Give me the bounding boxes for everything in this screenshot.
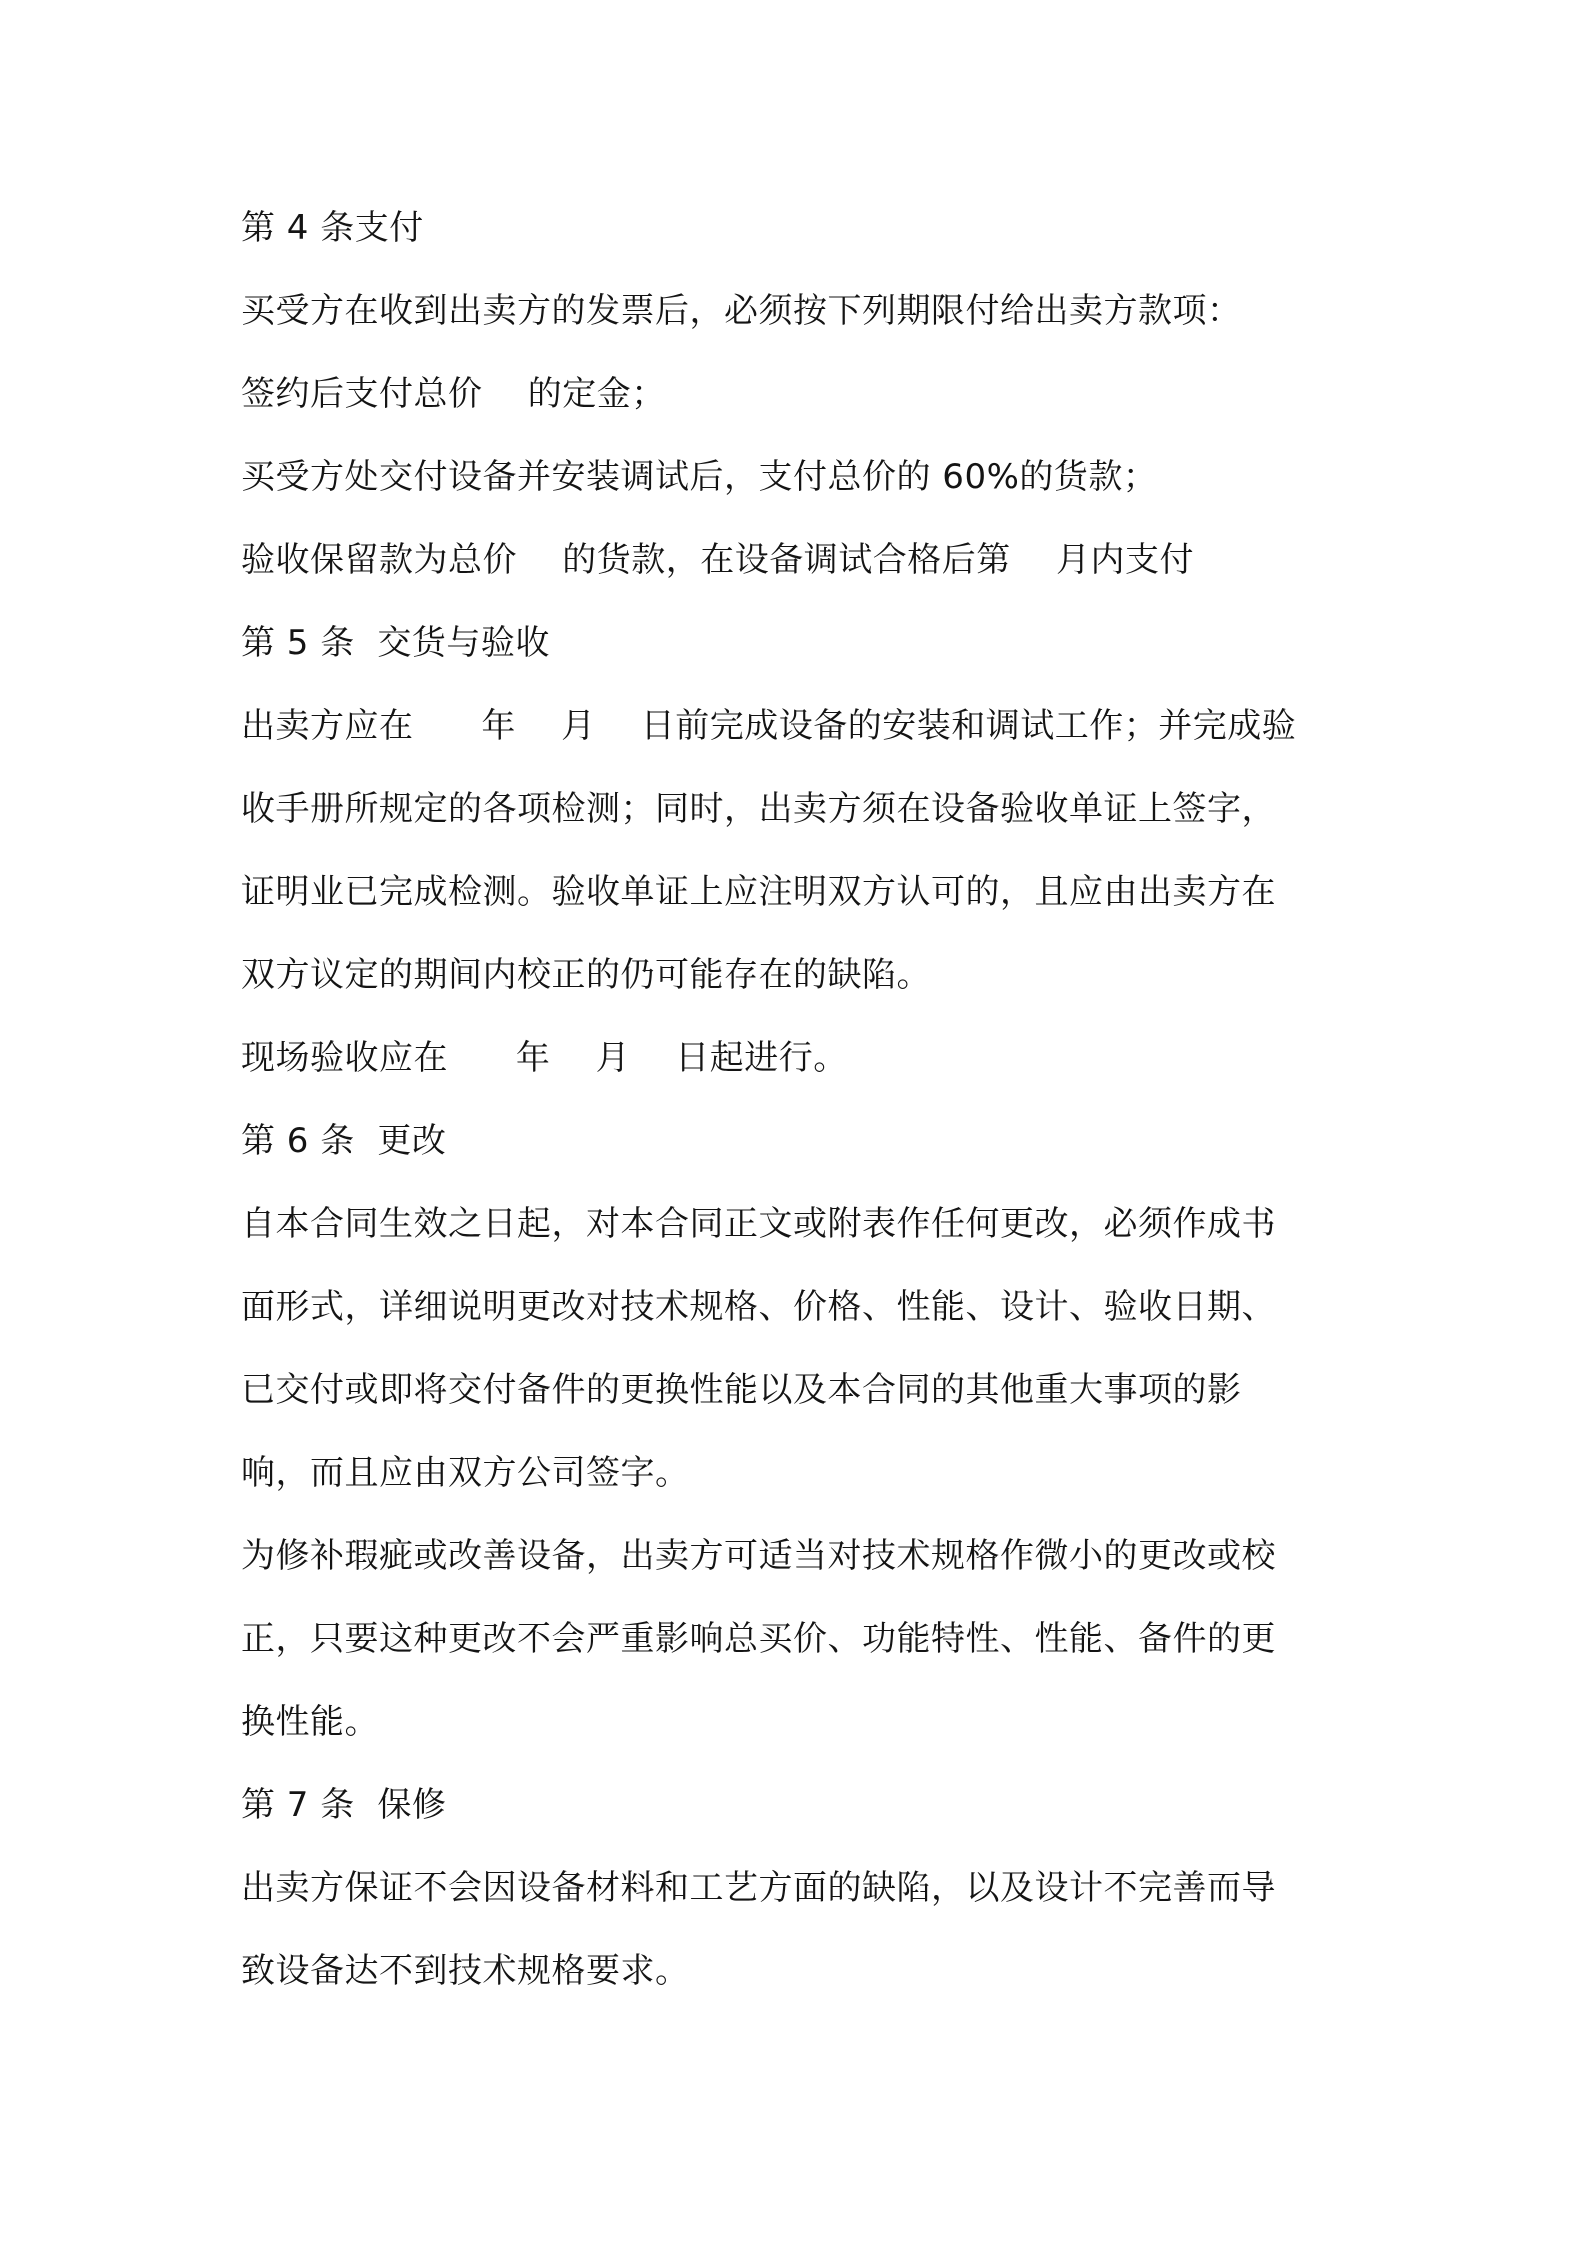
paragraph-line: 响，而且应由双方公司签字。 [241,1453,690,1493]
paragraph-line: 现场验收应在 年 月 日起进行。 [241,1038,848,1078]
article-5-heading: 第 5 条 交货与验收 [241,623,550,663]
paragraph-line: 面形式，详细说明更改对技术规格、价格、性能、设计、验收日期、 [241,1287,1276,1327]
paragraph-line: 为修补瑕疵或改善设备，出卖方可适当对技术规格作微小的更改或校 [241,1536,1276,1576]
paragraph-line: 正，只要这种更改不会严重影响总买价、功能特性、性能、备件的更 [241,1619,1276,1659]
paragraph-line: 自本合同生效之日起，对本合同正文或附表作任何更改，必须作成书 [241,1204,1276,1244]
paragraph-line: 验收保留款为总价 的货款，在设备调试合格后第 月内支付 [241,540,1194,580]
paragraph-line: 换性能。 [241,1702,379,1742]
paragraph-line: 出卖方保证不会因设备材料和工艺方面的缺陷，以及设计不完善而导 [241,1868,1276,1908]
paragraph-line: 收手册所规定的各项检测；同时，出卖方须在设备验收单证上签字， [241,789,1276,829]
paragraph-line: 已交付或即将交付备件的更换性能以及本合同的其他重大事项的影 [241,1370,1242,1410]
paragraph-line: 双方议定的期间内校正的仍可能存在的缺陷。 [241,955,931,995]
paragraph-line: 买受方在收到出卖方的发票后，必须按下列期限付给出卖方款项： [241,291,1242,331]
article-6-heading: 第 6 条 更改 [241,1121,447,1161]
paragraph-line: 证明业已完成检测。验收单证上应注明双方认可的，且应由出卖方在 [241,872,1276,912]
paragraph-line: 致设备达不到技术规格要求。 [241,1951,690,1991]
paragraph-line: 签约后支付总价 的定金； [241,374,666,414]
paragraph-line: 出卖方应在 年 月 日前完成设备的安装和调试工作；并完成验 [241,706,1297,746]
article-7-heading: 第 7 条 保修 [241,1785,447,1825]
article-4-heading: 第 4 条支付 [241,208,424,248]
paragraph-line: 买受方处交付设备并安装调试后，支付总价的 60%的货款； [241,457,1158,497]
